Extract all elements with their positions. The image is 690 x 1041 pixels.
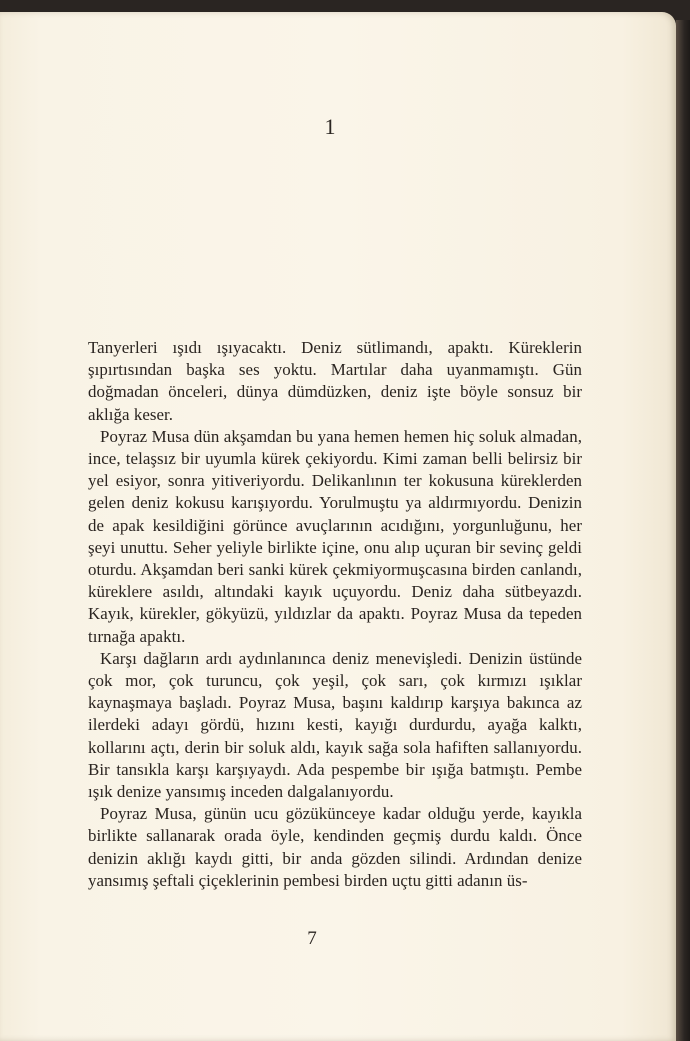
page-edge-shadow: [676, 20, 690, 1041]
body-text: [88, 337, 582, 892]
paragraph-1: Tanyerleri ışıdı ışıyacaktı. Deniz sütlimandı, apaktı. Küreklerin şıpırtısından başka ses yoktu. Martılar daha uyanmamıştı. Gün doğmadan önceleri, dünya dümdüzken, deniz işte böyle sonsuz bir aklığa keser.: [88, 338, 582, 424]
paragraph-2: Poyraz Musa dün akşamdan bu yana hemen hemen hiç soluk almadan, ince, telaşsız bir uyumla kürek çekiyordu. Kimi zaman belli belirsiz bir yel esiyor, sonra yitiveriyordu. Delikanlının ter kokusuna küreklerden gelen deniz kokusu karışıyordu. Yorulmuştu ya aldırmıyordu. Denizin de apak kesildiğini görünce avuçlarının acıdığını, yorgunluğunu, her şeyi unuttu. Seher yeliyle birlikte içine, onu alıp uçuran bir sevinç geldi oturdu. Akşamdan beri sanki kürek çekmiyormuşcasına birden canlandı, küreklere asıldı, altındaki kayık uçuyordu. Deniz daha sütbeyazdı. Kayık, kürekler, gökyüzü, yıldızlar da apaktı. Poyraz Musa da tepeden tırnağa apaktı.: [88, 426, 582, 646]
page-number: 7: [307, 928, 317, 949]
paragraph-3: Karşı dağların ardı aydınlanınca deniz menevişledi. Denizin üstünde çok mor, çok turuncu, çok yeşil, çok sarı, çok kırmızı ışıklar kaynaşmaya başladı. Poyraz Musa, başını kaldırıp karşıya bakınca az ilerdeki adayı gördü, hızını kesti, kayığı durdurdu, ayağa kalktı, kollarını açtı, derin bir soluk aldı, kayık sağa sola hafiften sallanıyordu. Bir tansıkla karşı karşıyaydı. Ada pespembe bir ışığa batmıştı. Pembe ışık denize yansımış inceden dalgalanıyordu.: [88, 648, 582, 802]
paragraph-4: Poyraz Musa, günün ucu gözükünceye kadar olduğu yerde, kayıkla birlikte sallanarak orada öyle, kendinden geçmiş durdu kaldı. Önce denizin aklığı kaydı gitti, bir anda gözden silindi. Ardından denize yansımış şeftali çiçeklerinin pembesi birden uçtu gitti adanın üs-: [88, 804, 582, 890]
chapter-number: 1: [324, 114, 336, 139]
